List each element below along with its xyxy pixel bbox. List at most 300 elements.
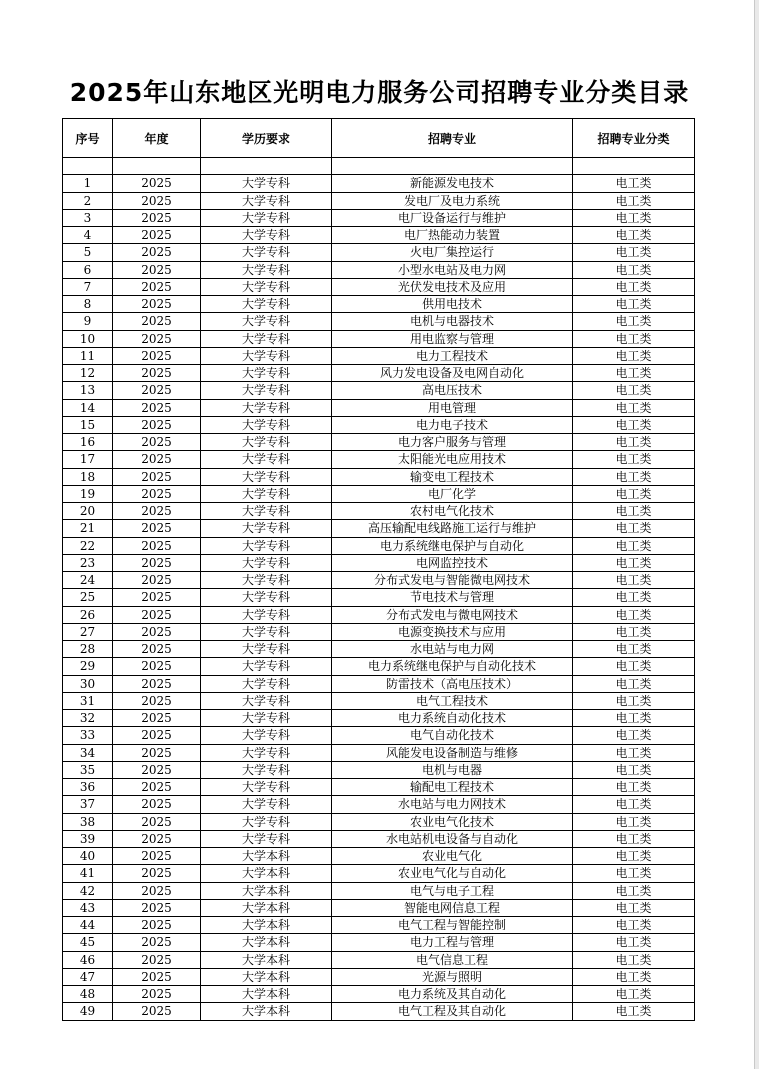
table-row [63,589,695,606]
cell-category: 电工类 [573,520,695,537]
table-row [63,365,695,382]
cell-major: 农业电气化 [332,848,573,865]
cell-index: 49 [63,1003,113,1020]
table-row [63,468,695,485]
table-row [63,917,695,934]
cell-major: 电气自动化技术 [332,727,573,744]
cell-education: 大学专科 [201,554,332,571]
cell-year: 2025 [113,623,201,640]
cell-major: 输变电工程技术 [332,468,573,485]
cell-index: 1 [63,175,113,192]
cell-year: 2025 [113,779,201,796]
cell-index: 22 [63,537,113,554]
cell-year: 2025 [113,865,201,882]
cell-year: 2025 [113,347,201,364]
cell-major: 电力系统继电保护与自动化技术 [332,658,573,675]
cell-year: 2025 [113,796,201,813]
cell-major: 电力电子技术 [332,416,573,433]
cell-major: 电厂设备运行与维护 [332,209,573,226]
cell-year: 2025 [113,330,201,347]
cell-category: 电工类 [573,485,695,502]
cell-education: 大学专科 [201,641,332,658]
cell-major: 电力客户服务与管理 [332,434,573,451]
cell-major: 电力工程技术 [332,347,573,364]
cell-category: 电工类 [573,623,695,640]
cell-year: 2025 [113,365,201,382]
cell-major: 电机与电器 [332,761,573,778]
cell-index: 21 [63,520,113,537]
cell-category: 电工类 [573,606,695,623]
cell-index: 40 [63,848,113,865]
cell-major: 农村电气化技术 [332,503,573,520]
cell-category: 电工类 [573,934,695,951]
cell-category: 电工类 [573,917,695,934]
table-row [63,796,695,813]
cell-education: 大学专科 [201,416,332,433]
cell-category: 电工类 [573,675,695,692]
cell-category: 电工类 [573,175,695,192]
cell-index: 31 [63,692,113,709]
table-row [63,244,695,261]
cell-category: 电工类 [573,744,695,761]
cell-education: 大学专科 [201,589,332,606]
cell-education: 大学专科 [201,710,332,727]
table-row [63,261,695,278]
table-row [63,330,695,347]
table-row [63,434,695,451]
column-header-education: 学历要求 [201,119,332,158]
table-row [63,744,695,761]
table-row [63,986,695,1003]
table-row [63,278,695,295]
table-row [63,296,695,313]
cell-major: 输配电工程技术 [332,779,573,796]
cell-index: 6 [63,261,113,278]
cell-index: 15 [63,416,113,433]
cell-year: 2025 [113,192,201,209]
cell-category: 电工类 [573,848,695,865]
cell-education: 大学专科 [201,330,332,347]
cell-education: 大学专科 [201,623,332,640]
table-row [63,623,695,640]
cell-education: 大学专科 [201,572,332,589]
table-row [63,399,695,416]
table-row [63,537,695,554]
cell-year: 2025 [113,951,201,968]
cell-category: 电工类 [573,192,695,209]
cell-year: 2025 [113,813,201,830]
cell-major: 电力系统自动化技术 [332,710,573,727]
cell-year: 2025 [113,451,201,468]
cell-major: 智能电网信息工程 [332,899,573,916]
cell-index: 25 [63,589,113,606]
table-row [63,658,695,675]
cell-category: 电工类 [573,899,695,916]
cell-year: 2025 [113,830,201,847]
table-row [63,761,695,778]
cell-education: 大学专科 [201,261,332,278]
cell-index: 20 [63,503,113,520]
cell-major: 新能源发电技术 [332,175,573,192]
cell-education: 大学专科 [201,485,332,502]
cell-major: 高压输配电线路施工运行与维护 [332,520,573,537]
cell-category: 电工类 [573,727,695,744]
cell-year: 2025 [113,520,201,537]
cell-major: 小型水电站及电力网 [332,261,573,278]
cell-education: 大学专科 [201,520,332,537]
cell-category: 电工类 [573,554,695,571]
cell-education: 大学专科 [201,347,332,364]
cell-education: 大学本科 [201,917,332,934]
cell-index: 35 [63,761,113,778]
cell-category: 电工类 [573,692,695,709]
blank-spacer-row [63,158,695,175]
cell-year: 2025 [113,727,201,744]
cell-year: 2025 [113,658,201,675]
cell-index: 10 [63,330,113,347]
cell-education: 大学专科 [201,175,332,192]
cell-major: 电源变换技术与应用 [332,623,573,640]
cell-category: 电工类 [573,347,695,364]
cell-category: 电工类 [573,261,695,278]
cell-category: 电工类 [573,416,695,433]
cell-index: 32 [63,710,113,727]
table-row [63,813,695,830]
cell-year: 2025 [113,175,201,192]
cell-index: 36 [63,779,113,796]
cell-education: 大学专科 [201,813,332,830]
cell-index: 12 [63,365,113,382]
cell-index: 9 [63,313,113,330]
cell-category: 电工类 [573,227,695,244]
cell-major: 防雷技术（高电压技术） [332,675,573,692]
table-row [63,572,695,589]
cell-major: 电气与电子工程 [332,882,573,899]
cell-year: 2025 [113,675,201,692]
cell-category: 电工类 [573,1003,695,1020]
table-row [63,951,695,968]
cell-education: 大学专科 [201,209,332,226]
cell-major: 电力系统继电保护与自动化 [332,537,573,554]
cell-category: 电工类 [573,330,695,347]
cell-index: 17 [63,451,113,468]
cell-index: 8 [63,296,113,313]
cell-education: 大学专科 [201,468,332,485]
cell-category: 电工类 [573,296,695,313]
cell-index: 5 [63,244,113,261]
cell-year: 2025 [113,537,201,554]
cell-year: 2025 [113,244,201,261]
cell-year: 2025 [113,485,201,502]
table-row [63,416,695,433]
column-header-year: 年度 [113,119,201,158]
cell-year: 2025 [113,917,201,934]
cell-category: 电工类 [573,209,695,226]
cell-education: 大学专科 [201,313,332,330]
cell-category: 电工类 [573,572,695,589]
cell-year: 2025 [113,399,201,416]
cell-category: 电工类 [573,830,695,847]
cell-category: 电工类 [573,986,695,1003]
column-header-category: 招聘专业分类 [573,119,695,158]
cell-major: 高电压技术 [332,382,573,399]
cell-major: 电力工程与管理 [332,934,573,951]
cell-category: 电工类 [573,779,695,796]
cell-education: 大学本科 [201,934,332,951]
table-row [63,554,695,571]
cell-year: 2025 [113,968,201,985]
cell-index: 29 [63,658,113,675]
cell-education: 大学专科 [201,675,332,692]
table-row [63,865,695,882]
table-row [63,710,695,727]
cell-major: 电气信息工程 [332,951,573,968]
cell-index: 34 [63,744,113,761]
table-row [63,727,695,744]
table-cell [63,158,113,175]
cell-year: 2025 [113,934,201,951]
cell-education: 大学专科 [201,503,332,520]
cell-index: 24 [63,572,113,589]
cell-education: 大学本科 [201,986,332,1003]
cell-category: 电工类 [573,382,695,399]
table-row [63,830,695,847]
cell-major: 光伏发电技术及应用 [332,278,573,295]
cell-major: 电厂热能动力装置 [332,227,573,244]
cell-education: 大学专科 [201,227,332,244]
cell-category: 电工类 [573,365,695,382]
cell-category: 电工类 [573,589,695,606]
table-body [63,158,695,1021]
cell-year: 2025 [113,434,201,451]
cell-year: 2025 [113,468,201,485]
cell-education: 大学本科 [201,865,332,882]
cell-year: 2025 [113,882,201,899]
cell-year: 2025 [113,744,201,761]
cell-major: 水电站与电力网 [332,641,573,658]
cell-education: 大学专科 [201,606,332,623]
cell-year: 2025 [113,572,201,589]
cell-index: 37 [63,796,113,813]
cell-year: 2025 [113,692,201,709]
cell-education: 大学专科 [201,744,332,761]
cell-major: 农业电气化与自动化 [332,865,573,882]
table-row [63,882,695,899]
cell-education: 大学专科 [201,399,332,416]
cell-major: 电网监控技术 [332,554,573,571]
cell-education: 大学专科 [201,192,332,209]
cell-index: 14 [63,399,113,416]
cell-index: 16 [63,434,113,451]
cell-education: 大学专科 [201,434,332,451]
cell-major: 水电站与电力网技术 [332,796,573,813]
cell-index: 13 [63,382,113,399]
cell-index: 38 [63,813,113,830]
cell-index: 45 [63,934,113,951]
cell-education: 大学本科 [201,1003,332,1020]
table-header-row [63,119,695,158]
cell-index: 33 [63,727,113,744]
cell-education: 大学专科 [201,365,332,382]
cell-education: 大学专科 [201,779,332,796]
cell-major: 电厂化学 [332,485,573,502]
cell-major: 供用电技术 [332,296,573,313]
cell-index: 42 [63,882,113,899]
table-cell [573,158,695,175]
cell-index: 30 [63,675,113,692]
cell-year: 2025 [113,503,201,520]
cell-category: 电工类 [573,451,695,468]
cell-major: 电气工程及其自动化 [332,1003,573,1020]
cell-category: 电工类 [573,503,695,520]
cell-major: 发电厂及电力系统 [332,192,573,209]
cell-education: 大学本科 [201,882,332,899]
cell-education: 大学专科 [201,692,332,709]
cell-year: 2025 [113,227,201,244]
table-row [63,848,695,865]
cell-year: 2025 [113,416,201,433]
cell-education: 大学专科 [201,761,332,778]
table-row [63,382,695,399]
page-edge [755,0,759,1069]
cell-category: 电工类 [573,658,695,675]
cell-index: 47 [63,968,113,985]
table-row [63,192,695,209]
cell-major: 风力发电设备及电网自动化 [332,365,573,382]
column-header-index: 序号 [63,119,113,158]
cell-major: 电机与电器技术 [332,313,573,330]
cell-major: 电气工程与智能控制 [332,917,573,934]
cell-year: 2025 [113,589,201,606]
table-row [63,520,695,537]
cell-major: 分布式发电与微电网技术 [332,606,573,623]
table-cell [201,158,332,175]
table-row [63,641,695,658]
cell-education: 大学专科 [201,727,332,744]
table-row [63,227,695,244]
cell-index: 7 [63,278,113,295]
table-row [63,347,695,364]
cell-category: 电工类 [573,951,695,968]
cell-category: 电工类 [573,537,695,554]
cell-category: 电工类 [573,865,695,882]
cell-year: 2025 [113,209,201,226]
cell-index: 46 [63,951,113,968]
table-row [63,934,695,951]
cell-year: 2025 [113,1003,201,1020]
cell-index: 4 [63,227,113,244]
cell-education: 大学专科 [201,296,332,313]
cell-major: 分布式发电与智能微电网技术 [332,572,573,589]
cell-year: 2025 [113,761,201,778]
cell-category: 电工类 [573,399,695,416]
cell-major: 风能发电设备制造与维修 [332,744,573,761]
cell-education: 大学专科 [201,244,332,261]
cell-index: 3 [63,209,113,226]
column-header-major: 招聘专业 [332,119,573,158]
cell-education: 大学专科 [201,382,332,399]
cell-education: 大学本科 [201,968,332,985]
major-catalog-table [62,118,695,1021]
table-row [63,485,695,502]
cell-major: 太阳能光电应用技术 [332,451,573,468]
cell-year: 2025 [113,606,201,623]
cell-major: 电力系统及其自动化 [332,986,573,1003]
table-row [63,1003,695,1020]
cell-category: 电工类 [573,278,695,295]
cell-year: 2025 [113,641,201,658]
table-row [63,175,695,192]
cell-year: 2025 [113,278,201,295]
cell-year: 2025 [113,554,201,571]
table-row [63,968,695,985]
cell-index: 43 [63,899,113,916]
cell-major: 用电监察与管理 [332,330,573,347]
cell-category: 电工类 [573,761,695,778]
table-row [63,779,695,796]
table-row [63,209,695,226]
cell-category: 电工类 [573,468,695,485]
table-row [63,503,695,520]
cell-major: 节电技术与管理 [332,589,573,606]
cell-education: 大学本科 [201,848,332,865]
table-row [63,451,695,468]
cell-education: 大学专科 [201,451,332,468]
cell-category: 电工类 [573,796,695,813]
cell-category: 电工类 [573,710,695,727]
table-row [63,606,695,623]
cell-index: 11 [63,347,113,364]
cell-index: 41 [63,865,113,882]
cell-index: 26 [63,606,113,623]
cell-education: 大学专科 [201,830,332,847]
cell-category: 电工类 [573,813,695,830]
cell-category: 电工类 [573,313,695,330]
cell-year: 2025 [113,296,201,313]
cell-index: 39 [63,830,113,847]
cell-index: 44 [63,917,113,934]
cell-year: 2025 [113,986,201,1003]
cell-year: 2025 [113,261,201,278]
table-row [63,899,695,916]
cell-major: 水电站机电设备与自动化 [332,830,573,847]
cell-education: 大学本科 [201,899,332,916]
cell-major: 光源与照明 [332,968,573,985]
table-row [63,313,695,330]
cell-year: 2025 [113,710,201,727]
table-row [63,692,695,709]
cell-education: 大学专科 [201,278,332,295]
cell-major: 火电厂集控运行 [332,244,573,261]
cell-category: 电工类 [573,641,695,658]
table-row [63,675,695,692]
cell-index: 18 [63,468,113,485]
cell-index: 23 [63,554,113,571]
cell-education: 大学专科 [201,796,332,813]
cell-index: 27 [63,623,113,640]
cell-year: 2025 [113,899,201,916]
cell-index: 48 [63,986,113,1003]
document-title: 2025年山东地区光明电力服务公司招聘专业分类目录 [69,78,690,107]
cell-category: 电工类 [573,434,695,451]
cell-index: 19 [63,485,113,502]
cell-major: 农业电气化技术 [332,813,573,830]
cell-year: 2025 [113,313,201,330]
cell-education: 大学本科 [201,951,332,968]
cell-category: 电工类 [573,968,695,985]
cell-major: 用电管理 [332,399,573,416]
table-cell [332,158,573,175]
